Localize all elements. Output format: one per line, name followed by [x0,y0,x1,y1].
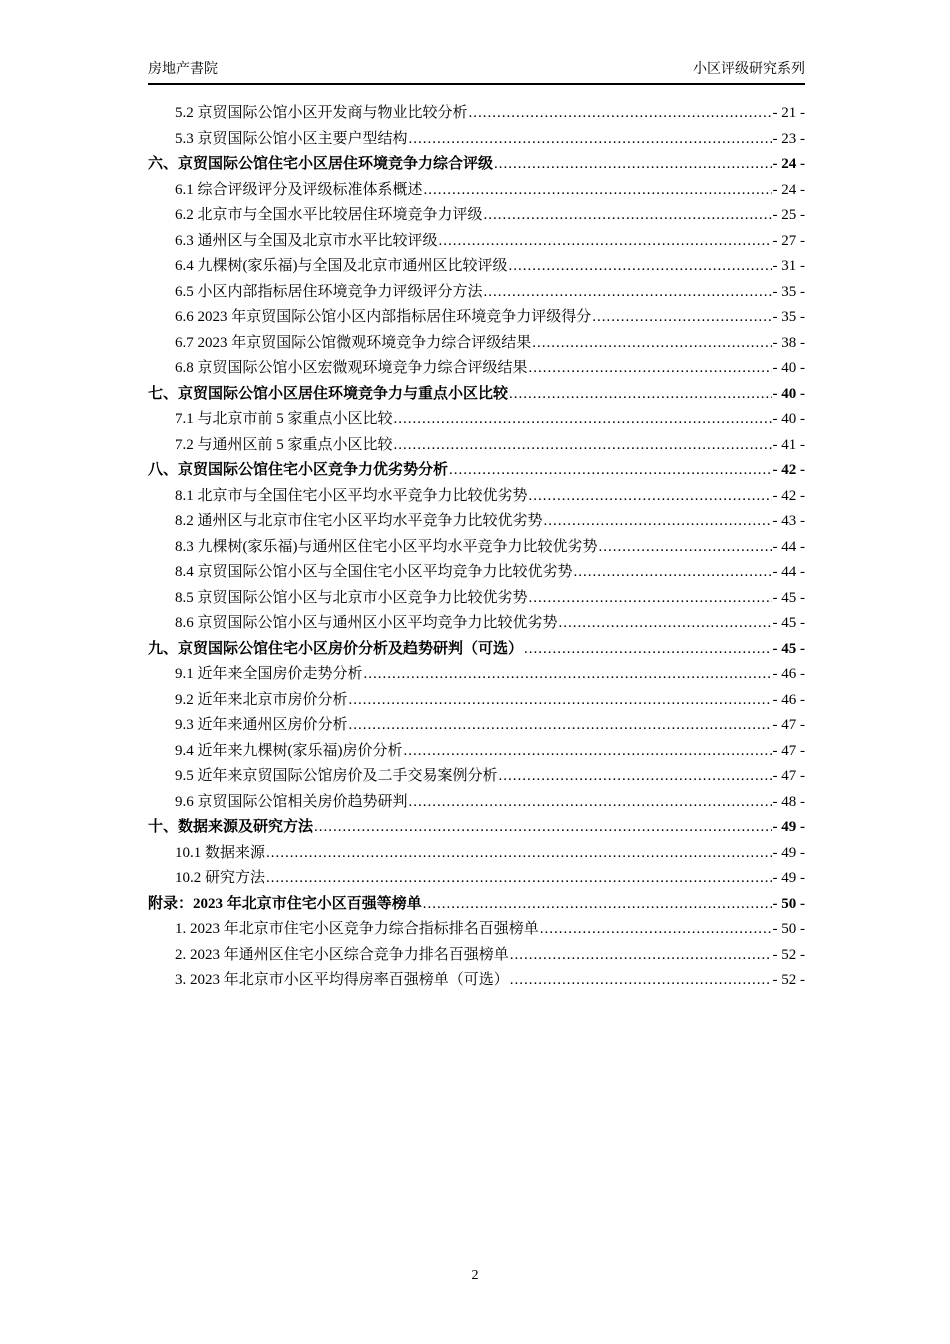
toc-list [148,101,805,994]
toc-dot-leader [423,892,772,918]
toc-dot-leader [409,790,772,816]
toc-entry[interactable] [148,892,805,918]
toc-entry-page: - 40 - [772,411,805,427]
toc-entry-title: 六、京贸国际公馆住宅小区居住环境竞争力综合评级 [148,156,494,172]
toc-entry[interactable] [148,305,805,331]
toc-entry-page: - 24 - [772,181,805,198]
toc-entry[interactable] [148,764,805,790]
toc-entry[interactable] [148,458,805,484]
toc-entry-page: - 47 - [772,768,805,784]
toc-entry-title: 附录：2023 年北京市住宅小区百强等榜单 [148,895,422,912]
toc-dot-leader [509,382,771,408]
toc-dot-leader [394,433,772,459]
page-header [148,58,805,85]
toc-dot-leader [494,152,771,178]
toc-entry-page: - 40 - [772,360,805,376]
toc-entry[interactable] [148,254,805,280]
toc-dot-leader [509,254,772,280]
toc-entry-title: 9.2 近年来北京市房价分析 [175,691,348,708]
toc-dot-leader [349,688,772,714]
toc-entry-title: 7.1 与北京市前 5 家重点小区比较 [175,411,393,427]
toc-entry-title: 8.1 北京市与全国住宅小区平均水平竞争力比较优劣势 [175,487,528,504]
toc-entry[interactable] [148,611,805,637]
toc-dot-leader [529,356,772,382]
toc-dot-leader [574,560,772,586]
toc-entry[interactable] [148,866,805,892]
toc-dot-leader [484,280,772,306]
toc-entry-page: - 44 - [772,538,805,555]
toc-dot-leader [314,815,771,841]
toc-entry-title: 7.2 与通州区前 5 家重点小区比较 [175,436,393,453]
toc-entry[interactable] [148,713,805,739]
toc-entry[interactable] [148,484,805,510]
toc-entry-page: - 45 - [772,640,805,657]
toc-entry-title: 10.2 研究方法 [175,870,266,886]
toc-dot-leader [364,662,772,688]
toc-dot-leader [540,917,772,943]
toc-entry[interactable] [148,968,805,994]
toc-entry[interactable] [148,560,805,586]
toc-dot-leader [499,764,772,790]
toc-dot-leader [404,739,772,765]
toc-entry-title: 3. 2023 年北京市小区平均得房率百强榜单（可选） [175,972,509,988]
toc-entry-title: 十、数据来源及研究方法 [148,819,314,835]
page-number: 2 [471,1268,479,1283]
toc-entry-page: - 47 - [772,742,805,759]
toc-dot-leader [532,331,771,357]
toc-dot-leader [266,841,771,867]
toc-entry-page: - 27 - [772,232,805,249]
toc-entry[interactable] [148,841,805,867]
toc-entry-title: 9.4 近年来九棵树(家乐福)房价分析 [175,742,403,759]
toc-entry-page: - 52 - [772,946,805,963]
toc-entry[interactable] [148,203,805,229]
toc-entry[interactable] [148,637,805,663]
toc-entry-page: - 42 - [772,462,805,478]
toc-entry[interactable] [148,943,805,969]
toc-entry[interactable] [148,152,805,178]
toc-entry-page: - 31 - [772,258,805,274]
toc-entry-page: - 41 - [772,436,805,453]
toc-entry-title: 9.3 近年来通州区房价分析 [175,717,348,733]
toc-entry-title: 6.8 京贸国际公馆小区宏微观环境竞争力综合评级结果 [175,360,528,376]
header-left-title: 房地产書院 [148,62,218,77]
toc-entry-title: 9.6 京贸国际公馆相关房价趋势研判 [175,793,408,810]
toc-entry-page: - 49 - [772,844,805,861]
toc-dot-leader [484,203,772,229]
toc-dot-leader [424,178,772,204]
toc-entry-page: - 45 - [772,615,805,631]
toc-entry[interactable] [148,739,805,765]
toc-entry[interactable] [148,535,805,561]
toc-entry-page: - 43 - [772,513,805,529]
toc-dot-leader [559,611,772,637]
toc-dot-leader [544,509,772,535]
toc-entry-page: - 35 - [772,283,805,300]
toc-entry-title: 8.2 通州区与北京市住宅小区平均水平竞争力比较优劣势 [175,513,543,529]
toc-dot-leader [529,484,772,510]
toc-entry[interactable] [148,433,805,459]
toc-entry-title: 1. 2023 年北京市住宅小区竞争力综合指标排名百强榜单 [175,921,539,937]
toc-dot-leader [469,101,772,127]
toc-entry[interactable] [148,382,805,408]
toc-entry-page: - 50 - [772,921,805,937]
toc-entry-title: 8.6 京贸国际公馆小区与通州区小区平均竞争力比较优劣势 [175,615,558,631]
toc-entry-title: 6.3 通州区与全国及北京市水平比较评级 [175,232,438,249]
toc-entry-title: 10.1 数据来源 [175,844,266,861]
toc-dot-leader [266,866,771,892]
toc-entry-page: - 21 - [772,105,805,121]
toc-dot-leader [409,127,772,153]
toc-entry-page: - 45 - [772,589,805,606]
toc-entry-page: - 42 - [772,487,805,504]
toc-entry[interactable] [148,790,805,816]
header-right-title: 小区评级研究系列 [693,62,805,77]
toc-entry[interactable] [148,407,805,433]
toc-entry-page: - 50 - [772,895,805,912]
toc-entry-title: 2. 2023 年通州区住宅小区综合竞争力排名百强榜单 [175,946,509,963]
toc-entry[interactable] [148,356,805,382]
toc-dot-leader [599,535,772,561]
toc-entry-title: 9.5 近年来京贸国际公馆房价及二手交易案例分析 [175,768,498,784]
toc-dot-leader [510,943,772,969]
toc-entry[interactable] [148,331,805,357]
toc-dot-leader [394,407,772,433]
toc-entry-title: 九、京贸国际公馆住宅小区房价分析及趋势研判（可选） [148,640,524,657]
toc-entry-title: 9.1 近年来全国房价走势分析 [175,666,363,682]
toc-dot-leader [529,586,772,612]
toc-entry-page: - 46 - [772,666,805,682]
toc-entry-page: - 40 - [772,385,805,402]
toc-entry-page: - 52 - [772,972,805,988]
toc-entry[interactable] [148,662,805,688]
toc-dot-leader [592,305,771,331]
toc-entry-title: 6.5 小区内部指标居住环境竞争力评级评分方法 [175,283,483,300]
toc-dot-leader [449,458,771,484]
toc-entry-page: - 47 - [772,717,805,733]
toc-entry[interactable] [148,917,805,943]
toc-entry[interactable] [148,815,805,841]
toc-entry[interactable] [148,509,805,535]
toc-entry-title: 6.1 综合评级评分及评级标准体系概述 [175,181,423,198]
toc-entry[interactable] [148,229,805,255]
toc-dot-leader [439,229,772,255]
toc-entry-title: 6.7 2023 年京贸国际公馆微观环境竞争力综合评级结果 [175,334,532,351]
toc-entry[interactable] [148,127,805,153]
page-footer [0,1268,950,1284]
toc-entry[interactable] [148,101,805,127]
toc-entry-title: 8.4 京贸国际公馆小区与全国住宅小区平均竞争力比较优劣势 [175,564,573,580]
toc-entry-page: - 49 - [772,870,805,886]
toc-dot-leader [349,713,772,739]
toc-entry-page: - 44 - [772,564,805,580]
toc-entry-page: - 49 - [772,819,805,835]
toc-entry-page: - 46 - [772,691,805,708]
toc-entry-title: 6.2 北京市与全国水平比较居住环境竞争力评级 [175,207,483,223]
toc-entry-page: - 24 - [772,156,805,172]
toc-dot-leader [524,637,771,663]
toc-entry-title: 5.2 京贸国际公馆小区开发商与物业比较分析 [175,105,468,121]
toc-entry-page: - 48 - [772,793,805,810]
toc-entry[interactable] [148,586,805,612]
toc-entry-title: 七、京贸国际公馆小区居住环境竞争力与重点小区比较 [148,385,509,402]
toc-entry-page: - 23 - [772,130,805,147]
toc-entry-page: - 25 - [772,207,805,223]
toc-entry-title: 5.3 京贸国际公馆小区主要户型结构 [175,130,408,147]
toc-dot-leader [510,968,772,994]
toc-entry-page: - 35 - [772,309,805,325]
toc-entry[interactable] [148,178,805,204]
toc-entry-title: 八、京贸国际公馆住宅小区竞争力优劣势分析 [148,462,449,478]
toc-entry[interactable] [148,280,805,306]
toc-entry-title: 8.3 九棵树(家乐福)与通州区住宅小区平均水平竞争力比较优劣势 [175,538,598,555]
toc-entry-title: 6.6 2023 年京贸国际公馆小区内部指标居住环境竞争力评级得分 [175,309,592,325]
toc-entry-page: - 38 - [772,334,805,351]
toc-entry-title: 6.4 九棵树(家乐福)与全国及北京市通州区比较评级 [175,258,508,274]
toc-entry[interactable] [148,688,805,714]
toc-entry-title: 8.5 京贸国际公馆小区与北京市小区竞争力比较优劣势 [175,589,528,606]
